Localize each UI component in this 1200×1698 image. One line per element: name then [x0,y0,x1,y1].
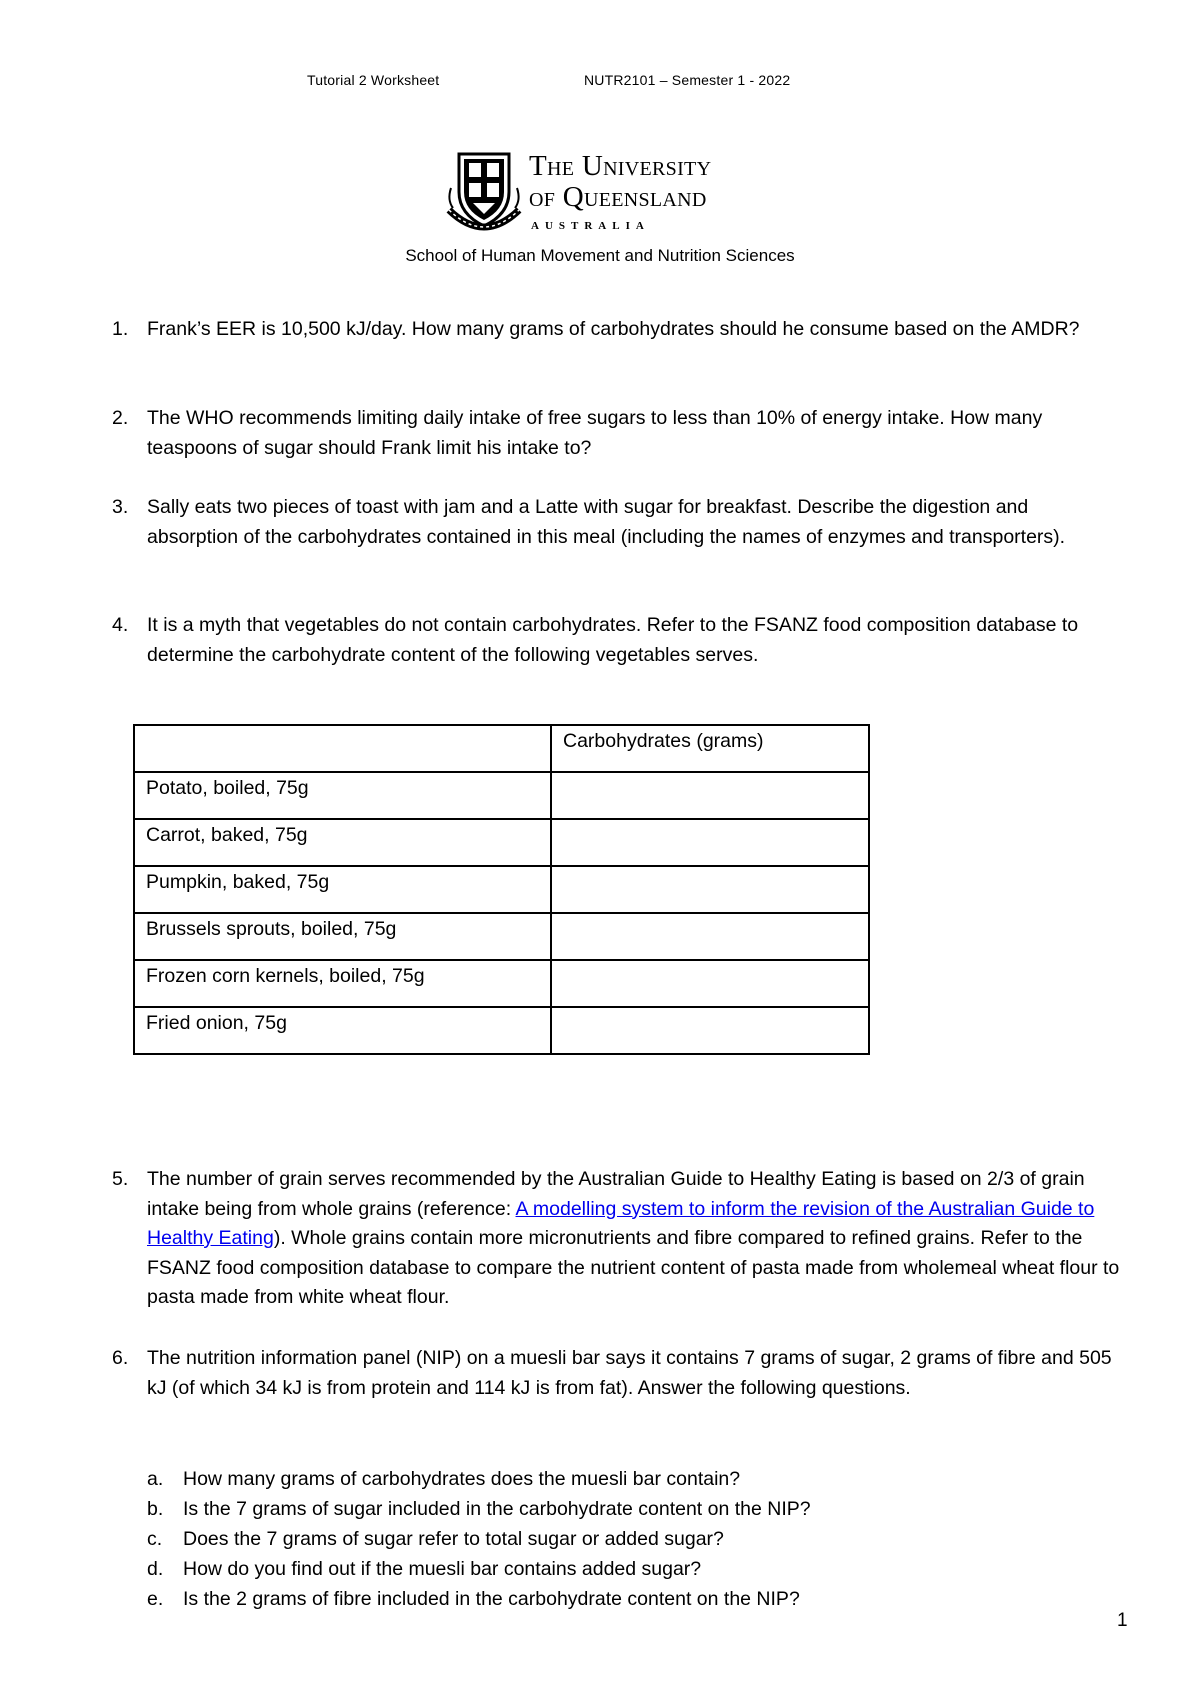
table-cell-food: Carrot, baked, 75g [134,819,551,866]
university-country: AUSTRALIA [531,220,650,232]
university-logo [445,148,765,238]
vegetable-carbohydrate-table [133,724,870,1055]
table-cell-answer[interactable] [551,772,869,819]
table-cell-answer[interactable] [551,1007,869,1054]
question-2 [112,404,1122,463]
question-text: The nutrition information panel (NIP) on a muesli bar says it contains 7 grams of sugar, 2 grams of fibre and 505 kJ (of which 34 kJ is from protein and 114 kJ is from fat). Answer the following questions. [147,1347,1112,1399]
subquestion-text: Is the 7 grams of sugar included in the carbohydrate content on the NIP? [183,1498,811,1520]
question-text: The WHO recommends limiting daily intake of free sugars to less than 10% of energy intake. How many teaspoons of sugar should Frank limit his intake to? [147,407,1043,459]
question-5 [112,1165,1122,1313]
subquestion-text: How many grams of carbohydrates does the muesli bar contain? [183,1468,741,1490]
table-cell-answer[interactable] [551,819,869,866]
question-number: 3. [112,496,129,518]
header-right-text: NUTR2101 – Semester 1 - 2022 [584,72,791,88]
question-text [147,1165,1122,1313]
header-left-text: Tutorial 2 Worksheet [307,72,440,88]
subquestion-letter: a. [147,1468,164,1490]
subquestion-letter: d. [147,1558,164,1580]
university-name-line1: The University [529,150,712,182]
question-text: Sally eats two pieces of toast with jam and a Latte with sugar for breakfast. Describe the digestion and absorption of the carbohydrates contained in this meal (including the names of enzymes and transporters). [147,496,1066,548]
subquestion-a [147,1464,811,1494]
table-row [134,913,869,960]
subquestion-e [147,1584,811,1614]
table-cell-answer[interactable] [551,913,869,960]
university-name-line2: of Queensland [529,181,707,213]
question-text-before-link: The number of grain serves recommended by the Australian Guide to Healthy Eating is based on 2/3 of grain intake being from whole grains (reference: [147,1168,1085,1220]
subquestion-text: How do you find out if the muesli bar contains added sugar? [183,1558,702,1580]
page-number: 1 [1117,1610,1128,1631]
question-number: 1. [112,318,129,340]
subquestion-letter: b. [147,1498,164,1520]
table-cell-answer[interactable] [551,866,869,913]
question-6-subquestions [147,1464,811,1614]
subquestion-text: Is the 2 grams of fibre included in the carbohydrate content on the NIP? [183,1588,800,1610]
table-row [134,772,869,819]
question-6 [112,1344,1122,1403]
subquestion-letter: c. [147,1528,163,1550]
table-row [134,1007,869,1054]
subquestion-letter: e. [147,1588,164,1610]
reference-link[interactable]: A modelling system to inform the revision of the Australian Guide to Healthy Eating [147,1197,1095,1249]
table-cell-food: Potato, boiled, 75g [134,772,551,819]
question-1 [112,315,1122,345]
table-cell-food: Brussels sprouts, boiled, 75g [134,913,551,960]
table-header-row [134,725,869,772]
question-text: It is a myth that vegetables do not contain carbohydrates. Refer to the FSANZ food composition database to determine the carbohydrate content of the following vegetables serves. [147,614,1079,666]
table-header-cell [134,725,551,772]
table-cell-answer[interactable] [551,960,869,1007]
crest-icon [445,148,523,236]
subquestion-b [147,1494,811,1524]
table-header-cell: Carbohydrates (grams) [551,725,869,772]
question-3 [112,493,1122,552]
table-row [134,819,869,866]
table-cell-food: Frozen corn kernels, boiled, 75g [134,960,551,1007]
question-text-after-link: ). Whole grains contain more micronutrients and fibre compared to refined grains. Refer to the FSANZ food composition database to compare the nutrient content of pasta made from wholemeal wheat flour to pasta made from white wheat flour. [147,1227,1120,1308]
table-row [134,960,869,1007]
question-number: 2. [112,407,129,429]
subquestion-c [147,1524,811,1554]
subquestion-d [147,1554,811,1584]
school-name: School of Human Movement and Nutrition Sciences [405,246,795,265]
question-number: 5. [112,1168,129,1190]
subquestion-text: Does the 7 grams of sugar refer to total sugar or added sugar? [183,1528,724,1550]
question-number: 6. [112,1347,129,1369]
table-cell-food: Pumpkin, baked, 75g [134,866,551,913]
table-row [134,866,869,913]
table-cell-food: Fried onion, 75g [134,1007,551,1054]
question-number: 4. [112,614,129,636]
question-text: Frank’s EER is 10,500 kJ/day. How many grams of carbohydrates should he consume based on the AMDR? [147,318,1080,340]
question-4 [112,611,1122,670]
